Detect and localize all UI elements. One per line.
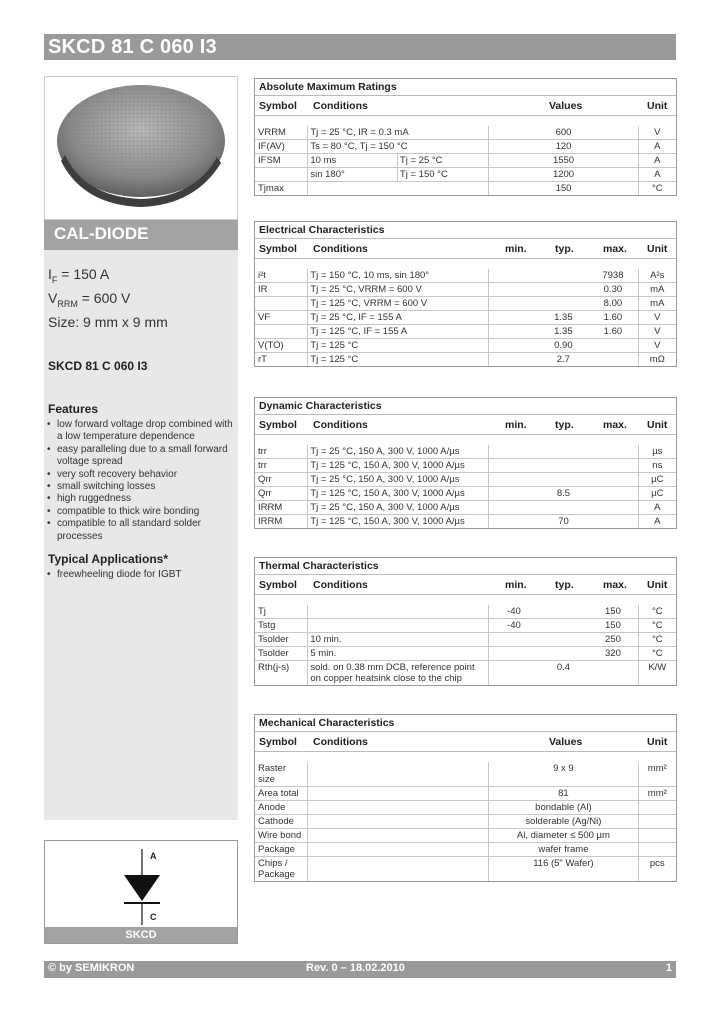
table-cell [638,843,676,857]
table-row [255,661,676,686]
table-row [255,182,676,196]
table-cell: 150 [588,605,638,619]
feature-item: • compatible to thick wire bonding [46,506,236,518]
table-cell: A [638,140,676,154]
table-row [255,605,676,619]
table-row [255,787,676,801]
table-row [255,501,676,515]
column-header-label: Conditions [313,243,368,255]
table-cell [489,459,539,473]
table-cell: V [638,325,676,339]
table-cell [539,619,589,633]
electrical-characteristics-section [254,221,677,367]
column-header-label: Values [549,100,583,112]
table-cell: 8.00 [588,297,638,311]
table-cell: trr [255,445,308,459]
table-cell [539,633,589,647]
symbol-footer [45,927,237,943]
table-cell: 7938 [588,269,638,283]
table-cell [489,445,539,459]
table-cell: solderable (Ag/Ni) [489,815,638,829]
column-header-label: max. [603,419,627,431]
table-cell: bondable (Al) [489,801,638,815]
table-cell: Anode [255,801,308,815]
table-cell [588,501,638,515]
mechanical-table [255,762,676,881]
table-cell: °C [638,647,676,661]
page-number: 1 [665,962,672,974]
table-cell: pcs [638,857,676,882]
table-row [255,353,676,367]
table-cell: 1200 [489,168,638,182]
features-heading: Features [48,402,99,416]
table-row [255,633,676,647]
table-cell [255,168,308,182]
table-cell: Tj = 125 °C [308,353,489,367]
column-header-label: min. [505,419,527,431]
product-type-label [44,220,238,250]
table-cell: Tj = 125 °C [308,339,489,353]
abs-max-ratings-section [254,78,677,196]
table-cell: °C [638,605,676,619]
table-cell: -40 [489,619,539,633]
table-cell: VRRM [255,126,308,140]
table-cell [308,843,489,857]
table-cell [308,815,489,829]
column-header-label: Values [549,736,583,748]
table-cell [539,445,589,459]
table-cell: Tj = 125 °C, IF = 155 A [308,325,489,339]
table-cell: V(TO) [255,339,308,353]
table-cell: 0.30 [588,283,638,297]
table-cell: Qrr [255,487,308,501]
table-cell [489,633,539,647]
column-header-label: Unit [647,736,668,748]
mechanical-characteristics-section [254,714,677,882]
table-cell: 116 (5" Wafer) [489,857,638,882]
column-header-label: max. [603,579,627,591]
column-header [255,415,676,435]
table-cell: Chips / Package [258,858,295,880]
table-cell [588,661,638,686]
table-cell: Tj = 125 °C, 150 A, 300 V, 1000 A/µs [308,515,489,529]
table-cell: K/W [638,661,676,686]
column-header-label: Unit [647,579,668,591]
footer-bar [44,961,676,978]
table-row [255,843,676,857]
table-row [255,297,676,311]
table-cell: 1.35 [538,325,588,339]
table-cell: 2.7 [556,354,570,365]
table-cell: Tj = 25 °C, VRRM = 600 V [308,283,489,297]
table-cell: Tj = 25 °C, 150 A, 300 V, 1000 A/µs [308,501,489,515]
column-header-label: min. [505,579,527,591]
table-cell: °C [638,619,676,633]
table-cell: 600 [489,126,638,140]
column-header [255,96,676,116]
column-header [255,239,676,259]
table-cell [489,297,539,311]
table-cell: 320 [588,647,638,661]
table-cell: mA [638,283,676,297]
feature-item: • very soft recovery behavior [46,469,236,481]
table-cell: VF [255,311,308,325]
table-cell [489,339,539,353]
table-cell [539,501,589,515]
table-cell [489,487,539,501]
section-title: Thermal Characteristics [255,558,676,575]
feature-item: • compatible to all standard solder processes [46,518,236,543]
table-cell [539,647,589,661]
table-cell [539,473,589,487]
table-cell: -40 [489,605,539,619]
column-header [255,732,676,752]
column-header-label: typ. [555,579,574,591]
table-cell: °C [638,633,676,647]
table-cell: Raster size [255,762,308,787]
table-cell: 5 min. [308,647,489,661]
section-title: Mechanical Characteristics [255,715,676,732]
table-cell: V [638,311,676,325]
product-type-text: CAL-DIODE [54,224,149,243]
table-cell [489,283,539,297]
table-cell: IRRM [258,516,283,527]
table-cell: Tj = 125 °C, 150 A, 300 V, 1000 A/µs [308,459,489,473]
table-row [255,339,676,353]
table-cell: Al, diameter ≤ 500 µm [489,829,638,843]
table-row [255,459,676,473]
table-cell: IFSM [255,154,308,168]
table-cell [588,445,638,459]
table-cell: IR [255,283,308,297]
table-cell: µC [638,473,676,487]
rating-vrrm: $V_{RRM} = 600$ V [48,290,131,309]
table-row [255,473,676,487]
thermal-characteristics-section [254,557,677,686]
sidebar [44,76,238,820]
section-title: Absolute Maximum Ratings [255,79,676,96]
table-row [255,283,676,297]
column-header-label: Unit [647,243,668,255]
table-row [255,325,676,339]
table-cell: 10 min. [308,633,489,647]
section-title: Electrical Characteristics [255,222,676,239]
table-cell: A [638,501,676,515]
table-cell [489,473,539,487]
table-cell: Tj = 125 °C, VRRM = 600 V [308,297,489,311]
column-header [255,575,676,595]
application-item: • freewheeling diode for IGBT [46,569,236,581]
table-cell [538,269,588,283]
table-cell: 120 [489,140,638,154]
table-cell: Area total [255,787,308,801]
table-row [255,515,676,529]
table-row [255,445,676,459]
table-cell [308,762,489,787]
table-cell: Tj = 25 °C, 150 A, 300 V, 1000 A/µs [308,445,489,459]
table-cell: 0.4 [556,662,571,673]
table-cell: V [638,339,676,353]
table-cell [539,459,589,473]
table-cell: Wire bond [255,829,308,843]
table-cell: Tj = 25 °C, IR = 0.3 mA [308,126,489,140]
table-row [255,815,676,829]
table-row [255,762,676,787]
table-cell [308,857,489,882]
table-cell [308,619,489,633]
table-cell: Cathode [255,815,308,829]
table-cell: 150 [588,619,638,633]
diode-icon [112,849,172,929]
table-cell [489,311,539,325]
column-header-label: typ. [555,419,574,431]
table-cell: Tj = 25 °C, IF = 155 A [308,311,489,325]
header-bar [44,34,676,60]
product-image [44,76,238,220]
feature-item: • small switching losses [46,481,236,493]
table-cell: 1.35 [538,311,588,325]
abs-max-table [255,126,676,195]
revision-text: Rev. 0 – 18.02.2010 [306,962,405,974]
table-cell: 1550 [489,154,638,168]
table-cell [538,283,588,297]
table-cell: µC [638,487,676,501]
table-cell: i²t [255,269,308,283]
table-cell [308,801,489,815]
table-cell: Tj = 150 °C [397,168,489,182]
table-cell: Package [255,843,308,857]
column-header-label: Unit [647,419,668,431]
column-header-label: typ. [555,243,574,255]
table-cell: mm² [638,762,676,787]
table-cell: 1.60 [588,311,638,325]
wafer-image [45,77,237,219]
table-cell [588,515,638,529]
table-cell: 70 [558,516,569,527]
diode-symbol-box [44,840,238,944]
column-header-label: Symbol [259,579,297,591]
column-header-label: Unit [647,100,668,112]
table-cell: 9 x 9 [489,762,638,787]
table-cell [588,353,638,367]
part-number: SKCD 81 C 060 I3 [48,359,148,373]
table-cell: trr [255,459,308,473]
section-title: Dynamic Characteristics [255,398,676,415]
table-cell: Ts = 80 °C, Tj = 150 °C [308,140,489,154]
table-cell [538,297,588,311]
table-cell: Rth(j-s) [258,662,290,673]
table-row [255,647,676,661]
table-cell: wafer frame [489,843,638,857]
table-cell: 1.60 [588,325,638,339]
column-header-label: Symbol [259,736,297,748]
feature-item: • high ruggedness [46,493,236,505]
table-row [255,140,676,154]
table-row [255,154,676,168]
table-cell: A [638,168,676,182]
table-cell [489,647,539,661]
table-row [255,801,676,815]
column-header-label: Conditions [313,736,368,748]
table-cell [255,297,308,311]
table-cell [638,801,676,815]
table-cell: °C [638,182,676,196]
table-row [255,168,676,182]
table-cell: Tsolder [255,647,308,661]
table-cell: mA [638,297,676,311]
table-cell: 250 [588,633,638,647]
table-cell [588,487,638,501]
copyright-text: © by SEMIKRON [48,962,135,974]
table-row [255,269,676,283]
feature-item: • low forward voltage drop combined with a low temperature dependence [46,419,236,444]
table-cell: Tstg [255,619,308,633]
table-cell [489,325,539,339]
table-cell [255,325,308,339]
table-cell [489,269,539,283]
table-cell: mΩ [638,353,676,367]
table-cell [489,353,539,367]
anode-label: A [150,851,157,861]
table-cell: A²s [638,269,676,283]
table-cell: µs [638,445,676,459]
table-cell: 0.90 [538,339,588,353]
table-cell: Tj [255,605,308,619]
thermal-table [255,605,676,685]
table-cell: ns [638,459,676,473]
table-cell: Tj = 25 °C, 150 A, 300 V, 1000 A/µs [308,473,489,487]
features-list [46,419,236,543]
table-cell [308,787,489,801]
table-cell: A [638,154,676,168]
rating-size: Size: 9 mm x 9 mm [48,314,168,330]
table-cell: sold. on 0.38 mm DCB, reference point on copper heatsink close to the chip [308,661,489,686]
dynamic-characteristics-section [254,397,677,529]
column-header-label: Conditions [313,579,368,591]
column-header-label: Conditions [313,100,368,112]
table-cell [308,182,489,196]
column-header-label: Conditions [313,419,368,431]
table-cell [588,473,638,487]
table-cell [588,459,638,473]
table-cell: Tsolder [255,633,308,647]
table-cell [489,501,539,515]
dynamic-table [255,445,676,528]
table-cell: 81 [489,787,638,801]
table-cell: sin 180° [308,168,398,182]
electrical-table [255,269,676,366]
table-row [255,619,676,633]
table-cell: Tj = 150 °C, 10 ms, sin 180° [308,269,489,283]
applications-heading: Typical Applications* [48,552,169,566]
table-cell: 150 [489,182,638,196]
table-cell: V [638,126,676,140]
column-header-label: Symbol [259,419,297,431]
table-cell: 8.5 [539,487,589,501]
table-cell: Tjmax [258,183,284,194]
table-cell [588,339,638,353]
page-title: SKCD 81 C 060 I3 [48,36,217,58]
table-cell: mm² [638,787,676,801]
column-header-label: Symbol [259,100,297,112]
column-header-label: min. [505,243,527,255]
table-cell: rT [258,354,267,365]
column-header-label: Symbol [259,243,297,255]
table-cell: IRRM [255,501,308,515]
column-header-label: max. [603,243,627,255]
rating-if: $I_F = 150$ A [48,266,110,285]
table-cell [638,829,676,843]
table-row [255,487,676,501]
table-cell: 10 ms [308,154,398,168]
table-cell: Tj = 25 °C [397,154,489,168]
table-cell [638,815,676,829]
applications-list [46,569,236,581]
table-row [255,126,676,140]
table-cell [489,515,539,529]
table-row [255,829,676,843]
table-cell: Tj = 125 °C, 150 A, 300 V, 1000 A/µs [308,487,489,501]
feature-item: • easy paralleling due to a small forward voltage spread [46,444,236,469]
table-row [255,311,676,325]
table-cell [489,661,539,686]
table-cell: Qrr [255,473,308,487]
table-cell: A [638,515,676,529]
table-cell [308,829,489,843]
table-row [255,857,676,882]
symbol-caption: SKCD [125,929,157,941]
table-cell [539,605,589,619]
table-cell [308,605,489,619]
table-cell: IF(AV) [255,140,308,154]
cathode-label: C [150,912,157,922]
